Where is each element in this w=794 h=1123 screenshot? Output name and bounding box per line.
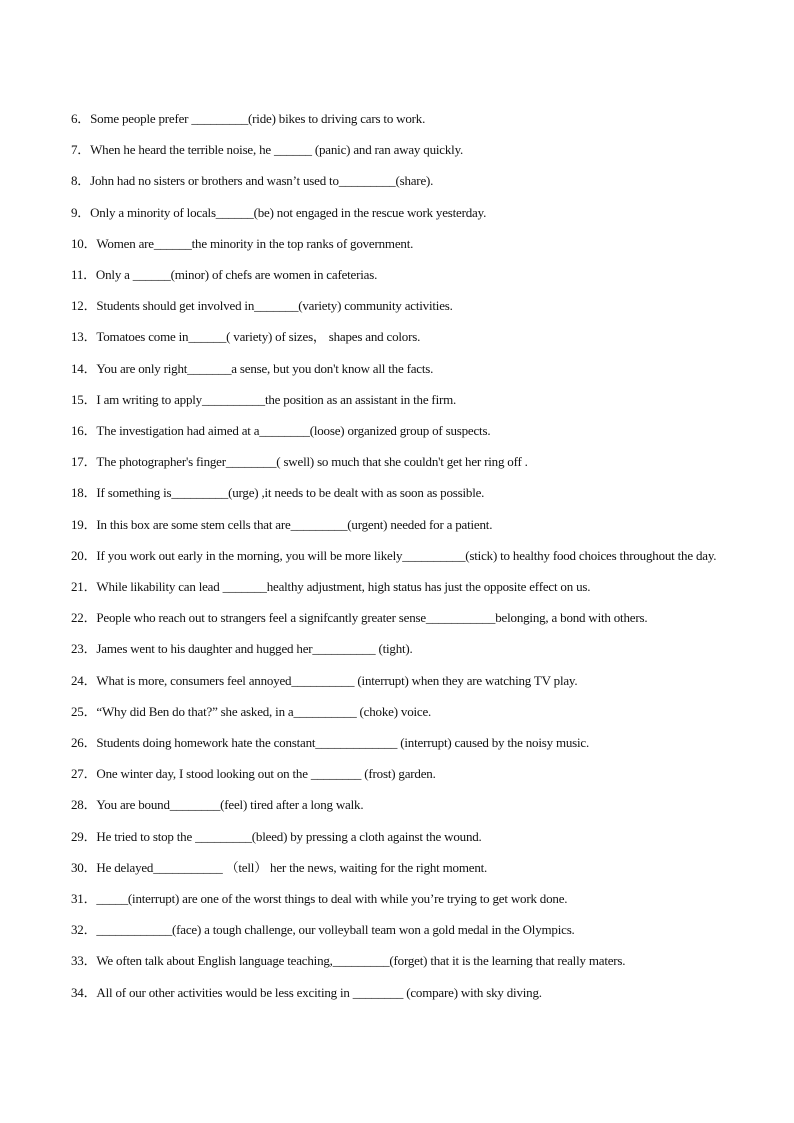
exercise-item — [71, 134, 734, 165]
exercise-text: In this box are some stem cells that are_________(urgent) needed for a patient. — [96, 516, 493, 532]
exercise-item — [71, 883, 734, 914]
exercise-text: Only a ______(minor) of chefs are women in cafeterias. — [95, 267, 378, 283]
exercise-item — [71, 727, 734, 758]
exercise-number: 29． — [71, 828, 97, 844]
exercise-item — [71, 821, 734, 852]
exercise-text: I am writing to apply__________the position as an assistant in the firm. — [96, 391, 457, 407]
exercise-number: 31． — [71, 891, 97, 907]
exercise-text: “Why did Ben do that?” she asked, in a__________ (choke) voice. — [96, 703, 432, 719]
exercise-item — [71, 290, 734, 321]
exercise-text: Only a minority of locals______(be) not engaged in the rescue work yesterday. — [90, 204, 487, 220]
exercise-item — [71, 758, 734, 789]
exercise-item — [71, 977, 734, 1008]
exercise-text: The photographer's finger________( swell) so much that she couldn't get her ring off . — [96, 454, 528, 470]
exercise-item — [71, 321, 734, 352]
exercise-number: 24． — [71, 672, 97, 688]
exercise-number: 33． — [71, 953, 97, 969]
exercise-item — [71, 415, 734, 446]
exercise-item — [71, 259, 734, 290]
exercise-number: 22． — [71, 610, 97, 626]
exercise-text: You are bound________(feel) tired after a long walk. — [96, 797, 364, 813]
exercise-list — [71, 103, 734, 1008]
exercise-text: While likability can lead _______healthy adjustment, high status has just the opposite effect on us. — [96, 579, 591, 595]
exercise-text: Students should get involved in_______(variety) community activities. — [96, 298, 453, 314]
exercise-item — [71, 633, 734, 664]
exercise-text: One winter day, I stood looking out on the ________ (frost) garden. — [96, 766, 436, 782]
exercise-number: 16． — [71, 423, 97, 439]
exercise-number: 25． — [71, 703, 97, 719]
exercise-number: 32． — [71, 922, 97, 938]
exercise-text: We often talk about English language teaching,_________(forget) that it is the learning that really maters. — [96, 953, 626, 969]
exercise-text: Tomatoes come in______( variety) of sizes， shapes and colors. — [96, 329, 421, 345]
exercise-item — [71, 477, 734, 508]
exercise-text: ____________(face) a tough challenge, our volleyball team won a gold medal in the Olympics. — [96, 922, 575, 938]
exercise-number: 23． — [71, 641, 97, 657]
exercise-number: 14． — [71, 360, 97, 376]
exercise-text: Some people prefer _________(ride) bikes to driving cars to work. — [90, 111, 426, 126]
exercise-number: 20． — [71, 547, 97, 563]
exercise-number: 9． — [71, 204, 91, 220]
exercise-text: People who reach out to strangers feel a signifcantly greater sense___________belonging, a bond with others. — [96, 610, 648, 626]
exercise-item — [71, 602, 734, 633]
exercise-number: 21． — [71, 579, 97, 595]
exercise-number: 18． — [71, 485, 97, 501]
exercise-text: Students doing homework hate the constant_____________ (interrupt) caused by the noisy music. — [96, 735, 590, 751]
exercise-number: 17． — [71, 454, 97, 470]
exercise-item — [71, 353, 734, 384]
exercise-text: John had no sisters or brothers and wasn’t used to_________(share). — [90, 173, 434, 189]
exercise-item — [71, 197, 734, 228]
exercise-item — [71, 696, 734, 727]
exercise-item — [71, 165, 734, 196]
exercise-text: If something is_________(urge) ,it needs to be dealt with as soon as possible. — [96, 485, 485, 501]
exercise-number: 8． — [71, 173, 91, 189]
exercise-text: All of our other activities would be less exciting in ________ (compare) with sky diving. — [96, 984, 542, 1000]
exercise-text: Women are______the minority in the top ranks of government. — [96, 235, 414, 251]
exercise-item — [71, 384, 734, 415]
exercise-number: 13． — [71, 329, 97, 345]
exercise-number: 28． — [71, 797, 97, 813]
exercise-text: What is more, consumers feel annoyed__________ (interrupt) when they are watching TV play. — [96, 672, 578, 688]
exercise-text: The investigation had aimed at a________(loose) organized group of suspects. — [96, 423, 491, 439]
exercise-item — [71, 945, 734, 976]
exercise-text: You are only right_______a sense, but you don't know all the facts. — [96, 360, 434, 376]
exercise-number: 26． — [71, 735, 97, 751]
exercise-number: 10． — [71, 235, 97, 251]
exercise-number: 6． — [71, 111, 91, 126]
exercise-item — [71, 103, 734, 134]
exercise-number: 12． — [71, 298, 97, 314]
exercise-item — [71, 446, 734, 477]
exercise-number: 30． — [71, 859, 97, 875]
exercise-text: If you work out early in the morning, you will be more likely__________(stick) to healthy food choices throughout the day. — [96, 547, 717, 563]
exercise-text: He delayed___________ （tell） her the news, waiting for the right moment. — [96, 859, 488, 875]
exercise-number: 7． — [71, 142, 91, 158]
exercise-text: _____(interrupt) are one of the worst things to deal with while you’re trying to get work done. — [96, 891, 568, 907]
exercise-item — [71, 914, 734, 945]
exercise-text: James went to his daughter and hugged her__________ (tight). — [96, 641, 413, 657]
exercise-number: 19． — [71, 516, 97, 532]
exercise-item — [71, 228, 734, 259]
exercise-item — [71, 540, 734, 571]
exercise-item — [71, 852, 734, 883]
exercise-number: 27． — [71, 766, 97, 782]
exercise-text: He tried to stop the _________(bleed) by pressing a cloth against the wound. — [96, 828, 482, 844]
exercise-number: 15． — [71, 391, 97, 407]
exercise-item — [71, 571, 734, 602]
exercise-item — [71, 509, 734, 540]
exercise-number: 11． — [71, 267, 96, 283]
exercise-item — [71, 665, 734, 696]
exercise-item — [71, 789, 734, 820]
exercise-number: 34． — [71, 984, 97, 1000]
exercise-text: When he heard the terrible noise, he ______ (panic) and ran away quickly. — [90, 142, 464, 158]
